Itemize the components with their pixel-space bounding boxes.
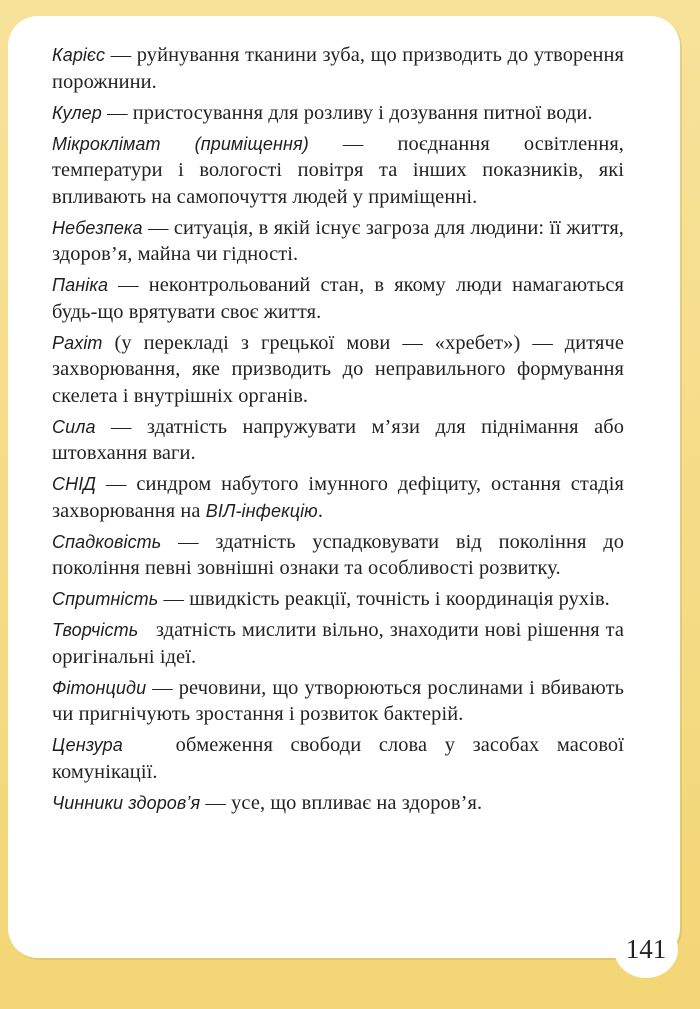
glossary-term: Творчість — [52, 620, 139, 640]
glossary-entry — [52, 529, 624, 582]
glossary-entry — [52, 586, 624, 613]
separator: — — [200, 791, 232, 814]
glossary-term: Фітонциди — [52, 677, 147, 698]
glossary-term: Цензура — [52, 735, 123, 755]
glossary-definition: неконтрольований стан, в якому люди намагаються будь-що врятувати своє життя. — [52, 274, 624, 323]
glossary-list — [52, 42, 624, 821]
separator: — — [96, 473, 137, 495]
glossary-definition: речовини, що утворюються рослинами і вбивають чи пригнічують зростання і розвиток бактерій. — [52, 676, 624, 725]
glossary-entry — [52, 272, 624, 325]
glossary-inline-term: ВІЛ-інфекцію — [205, 500, 318, 521]
separator: — — [142, 216, 174, 239]
glossary-entry — [52, 675, 624, 728]
glossary-definition: усе, що впливає на здоров’я. — [231, 791, 483, 814]
glossary-term: Чинники здоров’я — [52, 792, 201, 813]
separator: — — [158, 588, 190, 610]
glossary-definition: ситуація, в якій існує загроза для людини: її життя, здоров’я, майна чи гідності. — [52, 216, 624, 265]
glossary-term: Паніка — [52, 275, 109, 295]
separator: — — [95, 415, 147, 438]
separator: — — [108, 274, 149, 296]
glossary-definition: здатність успадковувати від покоління до покоління певні зовнішні ознаки та особливості розвитку. — [52, 530, 624, 579]
separator: — — [101, 101, 133, 124]
glossary-entry — [52, 215, 624, 268]
glossary-definition: поєднання освітлення, температури і вологості повітря та інших показників, які впливають на самопочуття людей у приміщенні. — [52, 132, 625, 208]
glossary-definition: (у перекладі з грецької мови — «хребет») — дитяче захворювання, яке призводить до неправильного формування скелета і внутрішніх органів. — [52, 331, 624, 407]
glossary-term: Сила — [52, 416, 96, 437]
page-number: 141 — [614, 920, 678, 978]
separator — [138, 619, 156, 641]
glossary-definition: руйнування тканини зуба, що призводить до утворення порожнини. — [52, 44, 624, 93]
glossary-term: Спадковість — [52, 531, 162, 552]
glossary-term: Кулер — [52, 102, 102, 123]
glossary-term: Спритність — [52, 589, 159, 609]
glossary-definition: здатність напружувати м’язи для піднімання або штовхання ваги. — [52, 415, 624, 464]
glossary-definition-end: . — [317, 499, 324, 522]
glossary-entry — [52, 330, 624, 410]
glossary-term: Карієс — [52, 45, 106, 65]
separator: — — [308, 132, 398, 155]
glossary-definition: пристосування для розливу і дозування питної води. — [132, 101, 593, 124]
separator — [103, 332, 115, 354]
separator — [123, 734, 176, 756]
glossary-entry — [52, 42, 624, 95]
glossary-term: СНІД — [52, 474, 97, 494]
glossary-entry — [52, 732, 624, 785]
separator: — — [105, 44, 137, 66]
glossary-definition: синдром набутого імунного дефіциту, остання стадія захворювання на — [52, 473, 624, 522]
separator: — — [146, 676, 179, 699]
glossary-entry — [52, 414, 624, 467]
separator: — — [161, 530, 216, 553]
glossary-term: Небезпека — [52, 217, 143, 238]
glossary-entry — [52, 471, 624, 524]
glossary-term: Мікроклімат (приміщення) — [52, 133, 309, 154]
glossary-definition: обмеження свободи слова у засобах масової комунікації. — [52, 734, 624, 783]
glossary-definition: здатність мислити вільно, знаходити нові рішення та оригінальні ідеї. — [52, 619, 624, 668]
glossary-definition: швидкість реакції, точність і координація рухів. — [189, 588, 610, 610]
glossary-entry — [52, 100, 624, 127]
glossary-term: Рахіт — [52, 332, 103, 353]
glossary-entry — [52, 617, 624, 670]
glossary-entry — [52, 790, 624, 817]
glossary-entry — [52, 131, 624, 211]
